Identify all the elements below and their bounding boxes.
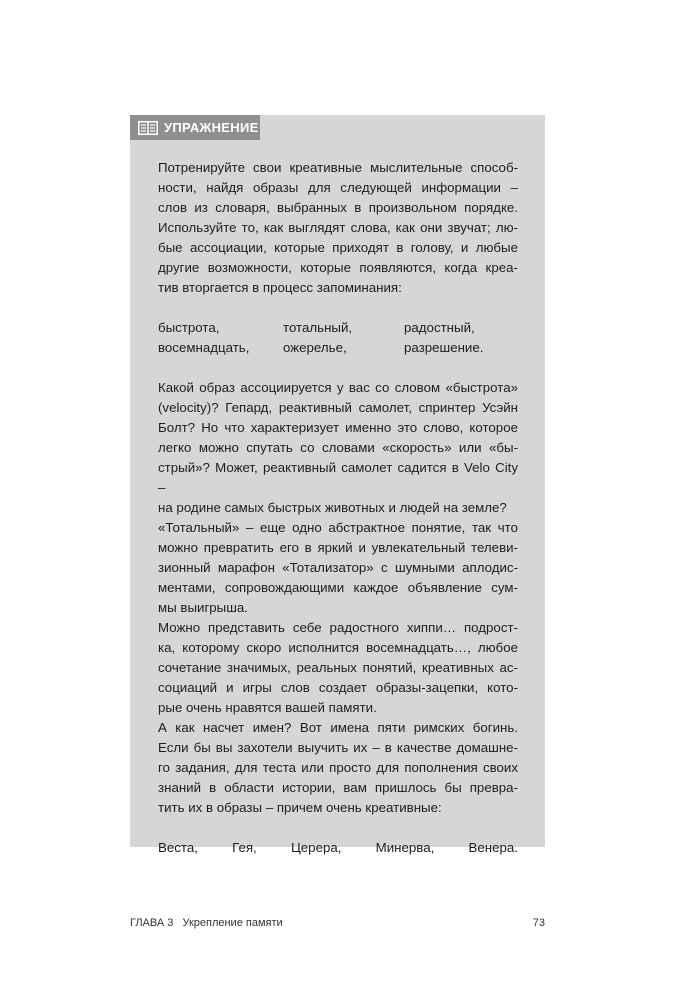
chapter-title: Укрепление памяти — [182, 917, 283, 929]
word-item: восемнадцать, — [158, 340, 250, 355]
goddess-item: Церера, — [290, 840, 342, 855]
body-line: мы выигрыша. — [158, 600, 249, 615]
word-item: радостный, — [404, 320, 475, 335]
body-line: тить их в образы – причем очень креативные: — [158, 800, 442, 815]
body-line: социаций и игры слов создает образы-зацепки, кото- — [158, 680, 518, 695]
goddess-item: Минерва, — [375, 840, 435, 855]
running-head — [130, 917, 283, 929]
body-line: «Тотальный» – еще одно абстрактное понятие, так что — [158, 520, 518, 535]
body-line: ка, которому скоро исполнится восемнадцать…, любое — [158, 640, 518, 655]
body-line: можно превратить его в яркий и увлекательный телеви- — [158, 540, 518, 555]
exercise-header — [130, 115, 260, 140]
page-footer — [130, 917, 545, 929]
page-number: 73 — [532, 917, 545, 929]
body-line: на родине самых быстрых животных и людей на земле? — [158, 500, 507, 515]
intro-line: другие возможности, которые появляются, когда креа- — [158, 260, 518, 275]
body-line: сочетание значимых, реальных понятий, креативных ас- — [158, 660, 518, 675]
body-line: легко можно спутать со словами «скорость» или «бы- — [158, 440, 518, 455]
body-line: Какой образ ассоциируется у вас со словом «быстрота» — [158, 380, 518, 395]
body-line: знаний в области истории, вам пришлось бы превра- — [158, 780, 518, 795]
intro-line: бые ассоциации, которые приходят в голову, и любые — [158, 240, 518, 255]
body-line: ментами, сопровождающими каждое объявление сум- — [158, 580, 518, 595]
body-line: А как насчет имен? Вот имена пяти римских богинь. — [158, 720, 518, 735]
word-item: ожерелье, — [283, 340, 347, 355]
intro-line: тив вторгается в процесс запоминания: — [158, 280, 402, 295]
goddess-item: Гея, — [232, 840, 257, 855]
body-line: Можно представить себе радостного хиппи… подрост- — [158, 620, 518, 635]
body-line: го задания, для теста или просто для пополнения своих — [158, 760, 518, 775]
exercise-title: УПРАЖНЕНИЕ — [164, 120, 259, 135]
word-list — [158, 318, 518, 358]
goddess-list — [158, 838, 518, 858]
word-item: разрешение. — [404, 340, 484, 355]
body-line: стрый»? Может, реактивный самолет садится в Velo City – — [158, 460, 518, 495]
open-book-icon — [138, 121, 158, 135]
word-item: тотальный, — [283, 320, 353, 335]
intro-line: ности, найдя образы для следующей информации – — [158, 180, 518, 195]
exercise-text — [158, 158, 518, 858]
intro-line: Потренируйте свои креативные мыслительные способ- — [158, 160, 518, 175]
body-line: Болт? Но что характеризует именно это слово, которое — [158, 420, 518, 435]
body-line: Если бы вы захотели выучить их – в качестве домашне- — [158, 740, 518, 755]
chapter-label: ГЛАВА 3 — [130, 917, 174, 929]
body-line: (velocity)? Гепард, реактивный самолет, спринтер Усэйн — [158, 400, 518, 415]
goddess-item: Венера. — [468, 840, 518, 855]
intro-line: Используйте то, как выглядят слова, как они звучат; лю- — [158, 220, 518, 235]
goddess-item: Веста, — [158, 840, 198, 855]
word-item: быстрота, — [158, 320, 220, 335]
body-line: зионный марафон «Тотализатор» с шумными аплодис- — [158, 560, 518, 575]
body-line: рые очень нравятся вашей памяти. — [158, 700, 377, 715]
intro-line: слов из словаря, выбранных в произвольном порядке. — [158, 200, 518, 215]
